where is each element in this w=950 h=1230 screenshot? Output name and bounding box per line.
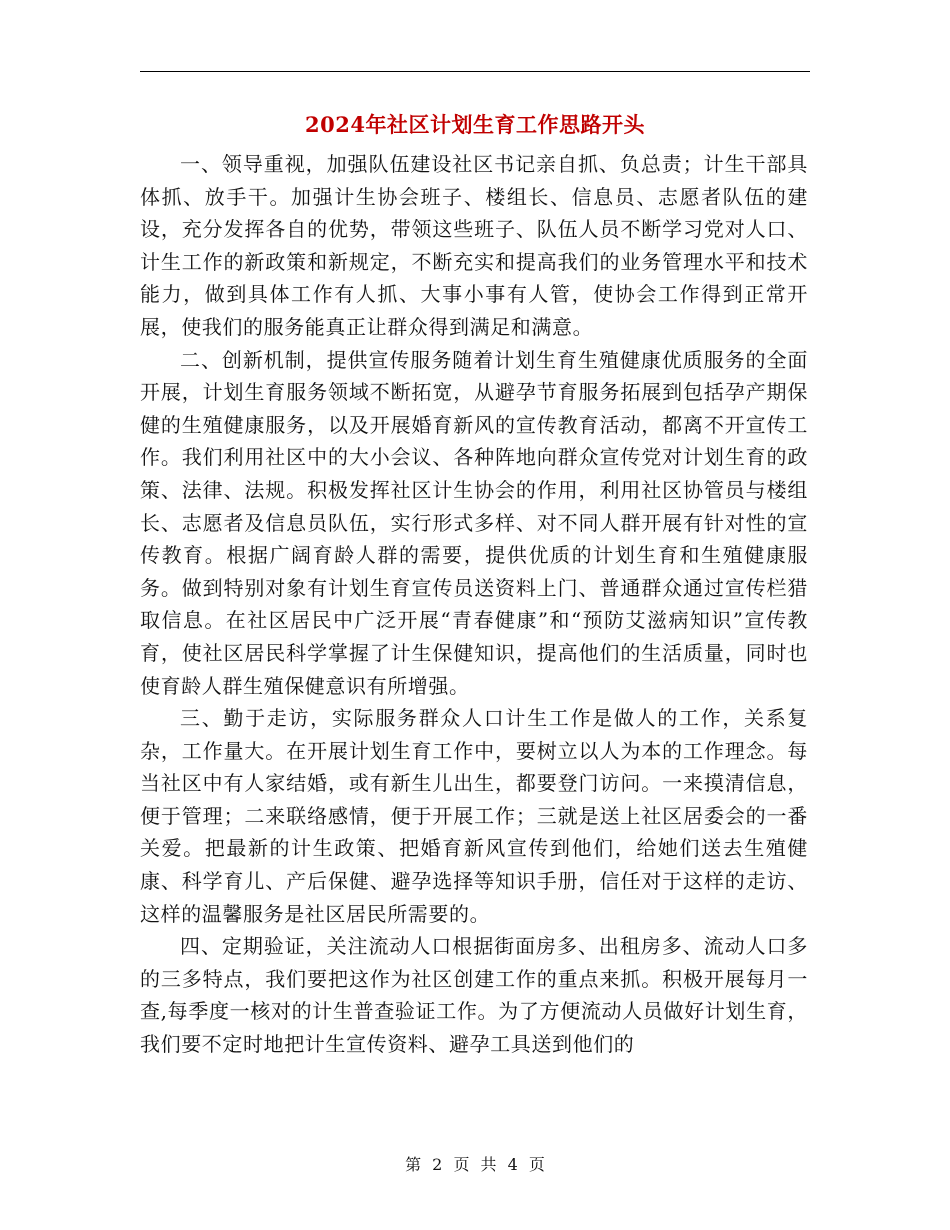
paragraph-2: 二、创新机制，提供宣传服务随着计划生育生殖健康优质服务的全面开展，计划生育服务领域不断拓宽，从避孕节育服务拓展到包括孕产期保健的生殖健康服务，以及开展婚育新风的宣传教育活动，都离不开宣传工作。我们利用社区中的大小会议、各种阵地向群众宣传党对计划生育的政策、法律、法规。积极发挥社区计生协会的作用，利用社区协管员与楼组长、志愿者及信息员队伍，实行形式多样、对不同人群开展有针对性的宣传教育。根据广阔育龄人群的需要，提供优质的计划生育和生殖健康服务。做到特别对象有计划生育宣传员送资料上门、普通群众通过宣传栏猎取信息。在社区居民中广泛开展“青春健康”和“预防艾滋病知识”宣传教育，使社区居民科学掌握了计生保健知识，提高他们的生活质量，同时也使育龄人群生殖保健意识有所增强。 [140, 347, 808, 698]
paragraph-1: 一、领导重视，加强队伍建设社区书记亲自抓、负总责；计生干部具体抓、放手干。加强计生协会班子、楼组长、信息员、志愿者队伍的建设，充分发挥各自的优势，带领这些班子、队伍人员不断学习党对人口、计生工作的新政策和新规定，不断充实和提高我们的业务管理水平和技术能力，做到具体工作有人抓、大事小事有人管，使协会工作得到正常开展，使我们的服务能真正让群众得到满足和满意。 [140, 152, 808, 339]
footer-page-number: 2 [432, 1155, 443, 1174]
paragraph-3: 三、勤于走访，实际服务群众人口计生工作是做人的工作，关系复杂，工作量大。在开展计划生育工作中，要树立以人为本的工作理念。每当社区中有人家结婚，或有新生儿出生，都要登门访问。一来摸清信息，便于管理；二来联络感情，便于开展工作；三就是送上社区居委会的一番关爱。把最新的计生政策、把婚育新风宣传到他们，给她们送去生殖健康、科学育儿、产后保健、避孕选择等知识手册，信任对于这样的走访、这样的温馨服务是社区居民所需要的。 [140, 706, 808, 926]
document-title: 2024年社区计划生育工作思路开头 [305, 112, 645, 137]
footer-middle: 页 共 [453, 1155, 497, 1174]
footer-total-pages: 4 [507, 1155, 518, 1174]
footer-prefix: 第 [405, 1155, 422, 1174]
paragraph-4: 四、定期验证，关注流动人口根据街面房多、出租房多、流动人口多的三多特点，我们要把这作为社区创建工作的重点来抓。积极开展每月一查,每季度一核对的计生普查验证工作。为了方便流动人员做好计划生育，我们要不定时地把计生宣传资料、避孕工具送到他们的 [140, 934, 808, 1057]
page-footer [0, 1154, 950, 1176]
footer-suffix: 页 [528, 1155, 545, 1174]
header-rule [140, 71, 810, 72]
document-body [140, 148, 808, 1061]
